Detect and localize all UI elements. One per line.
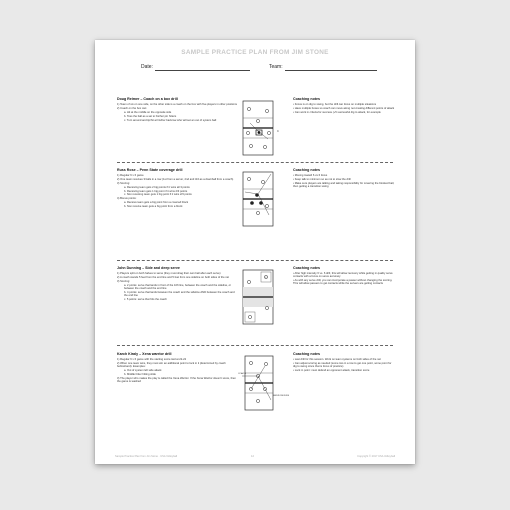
coach-label: COACH	[238, 373, 246, 375]
coaching-notes-title: Coaching notes	[293, 168, 320, 172]
coaching-notes	[293, 174, 395, 188]
coach-label: C	[265, 277, 267, 279]
team-line	[285, 70, 377, 71]
list-item: a. Receive team gets a big point from a covered block	[124, 201, 189, 205]
list-item: a. Out of system left side attack	[124, 369, 162, 373]
coaching-notes	[293, 272, 395, 286]
list-item: 2) When one team wins, they must win an additional point to lock in it (determined by coach beforehand). Examples:	[117, 361, 226, 369]
list-item: • As with any serve drill, you can incorporate a passer without changing the scoring. This will allow passers to get contacts while the servers are getting contacts	[293, 279, 393, 286]
footer-right: Copyright © 2017 USA Volleyball	[357, 455, 395, 458]
date-label: Date:	[141, 64, 153, 70]
list-item: • Make sure players are talking and taking responsibility for covering the blocked ball, then getting a transition swing	[293, 181, 395, 189]
coaching-notes	[293, 103, 395, 114]
list-item: 1) Players split on both halves to serve (they must shag their own ball after each serve)	[117, 272, 221, 275]
list-item: 4) Bonus points:	[117, 197, 137, 201]
list-item: 1) Regular 6 v 6 game	[117, 174, 144, 177]
list-item: 1) Regular 6 v 6 game with the starting score tied at 22-22	[117, 358, 187, 361]
team-label: Team:	[269, 64, 283, 70]
list-item: • Have multiple boxes so coach can move along net creating different points of attack	[293, 106, 395, 110]
list-item: 3) Scoring:	[117, 181, 130, 185]
section-divider	[117, 345, 393, 346]
drill-title: Karch Kiraly – Xena warrior drill	[117, 352, 172, 356]
list-item: 1) Team of six on one side, on the other side is a coach on the box with five players in other positions	[117, 103, 237, 106]
list-item: • Can adjust scoring as needed (some two in a row to get one point, some point for dig to swing since that is focus of practice)	[293, 361, 392, 369]
list-item: • Lock in point: must defend an opponent attack, transition score	[293, 369, 370, 373]
footer-left: Sample Practice Plan from Jim Stone · USA Volleyball	[115, 455, 178, 458]
coaching-notes	[293, 358, 395, 372]
list-item: c. Non receiving team gets 1 big point if it wins 2/3 points	[124, 193, 192, 197]
list-item: • Can work in criteria for success (+5 successful dig to attack, for example	[293, 110, 381, 114]
date-line	[155, 70, 250, 71]
serve-receive-label: SERVE RECEIVE	[273, 395, 290, 397]
list-item: • Keep talk to minimum so as not to slow the drill	[293, 177, 351, 181]
list-item: c. Turn around and tip/hit at his/her backrow who will set an out of system ball	[124, 118, 217, 122]
list-item: b. 4 points: serve that lands between the coach and the sideline AND between the coach and the end line	[124, 290, 235, 298]
list-item: 2) One team receives 3 balls in a row (1st from a server, 2nd and 3rd as a downball from a coach)	[117, 177, 234, 181]
list-item: • After high intensity 6 vs. 6 drill, this will allow recovery while getting in quality serve contacts with a focus on serve accuracy	[293, 272, 393, 279]
list-item: b. Non receive team gets a big point from a block	[124, 205, 183, 209]
list-item: 3) The player who makes the play is called the Xena Warrior. If the Xena Warrior doesn't score, then the game is washed	[117, 376, 236, 384]
court-diagram	[241, 170, 281, 228]
drill-title: Russ Rose – Penn State coverage drill	[117, 168, 183, 172]
list-item: a. 2 points: serve that lands in front of the 10ft line, between the coach and the sideline, or between the coach and the end line	[124, 283, 231, 290]
coach-label: C	[277, 130, 279, 133]
drill-steps	[117, 272, 237, 301]
list-item: 2) Coach on the box can:	[117, 106, 148, 110]
list-item: b. Receiving team gets 1 big point if it wins 2/3 points	[124, 189, 188, 193]
court-diagram	[241, 99, 281, 157]
list-item: b. Toss the ball as a set to his/her pin hitters	[124, 114, 177, 118]
list-item: 3) Scoring:	[117, 279, 130, 283]
coaching-notes-title: Coaching notes	[293, 266, 320, 270]
drill-title: Doug Reimer – Coach on a box drill	[117, 97, 178, 101]
section-divider	[117, 260, 393, 261]
drill-title: John Dunning – Side and deep serve	[117, 266, 180, 270]
list-item: 2) A coach stands 5 feet from the end line and 5 feet from one sideline on both sides of the net	[117, 275, 230, 279]
page-title: SAMPLE PRACTICE PLAN FROM JIM STONE	[181, 49, 329, 56]
list-item: c. 5 points: serve that hits the coach	[124, 298, 167, 302]
list-item: a. Receiving team gets 2 big points if it wins all 3 points	[124, 185, 190, 189]
court-diagram	[238, 354, 290, 412]
section-divider	[117, 162, 393, 163]
list-item: • Last drill for this session. Work on team systems on both sides of the net	[293, 358, 381, 361]
document-page	[95, 40, 415, 464]
page-number: 12	[251, 455, 254, 458]
court-diagram	[241, 268, 281, 326]
coaching-notes-title: Coaching notes	[293, 97, 320, 101]
drill-steps	[117, 174, 237, 208]
drill-steps	[117, 103, 237, 122]
list-item: a. Hit at the middle on the opposite side	[124, 110, 172, 114]
list-item: • Moving toward 6 vs 6 focus	[293, 174, 328, 177]
coaching-notes-title: Coaching notes	[293, 352, 320, 356]
list-item: • Focus is on dig to swing, but the drill can focus on multiple situations	[293, 103, 377, 106]
drill-steps	[117, 358, 237, 383]
list-item: b. Middle hitter hitting slide	[124, 372, 156, 376]
